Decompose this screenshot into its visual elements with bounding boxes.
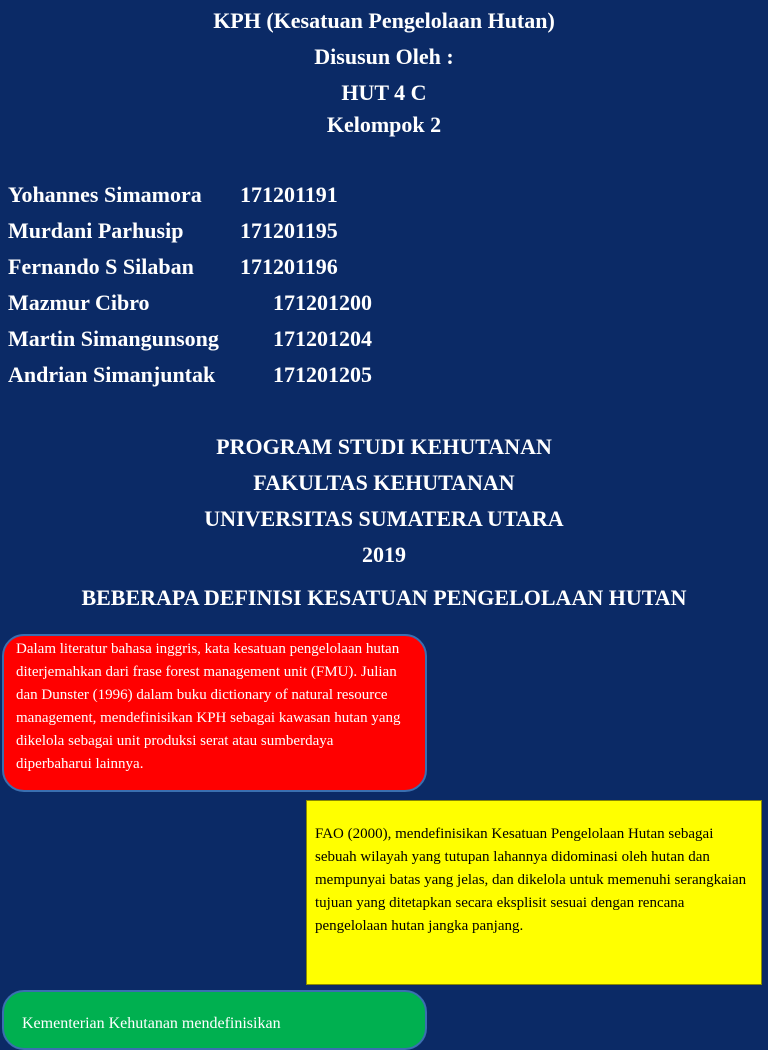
faculty-label: FAKULTAS KEHUTANAN [253,470,515,495]
member-row [8,218,338,244]
member-nim: 171201205 [273,362,372,387]
member-nim: 171201200 [273,290,372,315]
member-nim: 171201204 [273,326,372,351]
member-name: Martin Simangunsong [8,326,219,351]
member-row [8,182,338,208]
member-row [8,326,372,352]
member-row [8,362,372,388]
member-row [8,290,372,316]
definition-text: Kementerian Kehutanan mendefinisikan [22,1015,281,1032]
definition-text: FAO (2000), mendefinisikan Kesatuan Pengelolaan Hutan sebagai sebuah wilayah yang tutupan lahannya didominasi oleh hutan dan mempunyai batas yang jelas, dan dikelola untuk memenuhi serangkaian tujuan yang ditetapkan secara eksplisit sesuai dengan rencana pengelolaan hutan jangka panjang. [315,826,747,934]
member-name: Andrian Simanjuntak [8,362,216,387]
definition-box-kemenhut [2,990,427,1050]
member-name: Murdani Parhusip [8,218,184,243]
author-label: Disusun Oleh : [314,44,454,69]
year-label: 2019 [362,542,406,567]
member-name: Mazmur Cibro [8,290,150,315]
program-label: PROGRAM STUDI KEHUTANAN [216,434,552,459]
doc-title: KPH (Kesatuan Pengelolaan Hutan) [213,8,555,33]
definition-box-fao [306,800,762,985]
member-name: Yohannes Simamora [8,182,202,207]
definition-box-jd [2,634,427,792]
section-title: BEBERAPA DEFINISI KESATUAN PENGELOLAAN HUTAN [81,585,687,610]
definition-text: Dalam literatur bahasa inggris, kata kesatuan pengelolaan hutan diterjemahkan dari frase forest management unit (FMU). Julian dan Dunster (1996) dalam buku dictionary of natural resource management, mendefinisikan KPH sebagai kawasan hutan yang dikelola sebagai unit produksi serat atau sumberdaya diperbaharui lainnya. [16,641,401,772]
member-nim: 171201191 [240,182,338,207]
class-label: HUT 4 C [341,80,427,105]
member-name: Fernando S Silaban [8,254,194,279]
university-label: UNIVERSITAS SUMATERA UTARA [204,506,564,531]
member-nim: 171201195 [240,218,338,243]
member-row [8,254,338,280]
group-label: Kelompok 2 [326,112,442,137]
member-nim: 171201196 [240,254,338,279]
